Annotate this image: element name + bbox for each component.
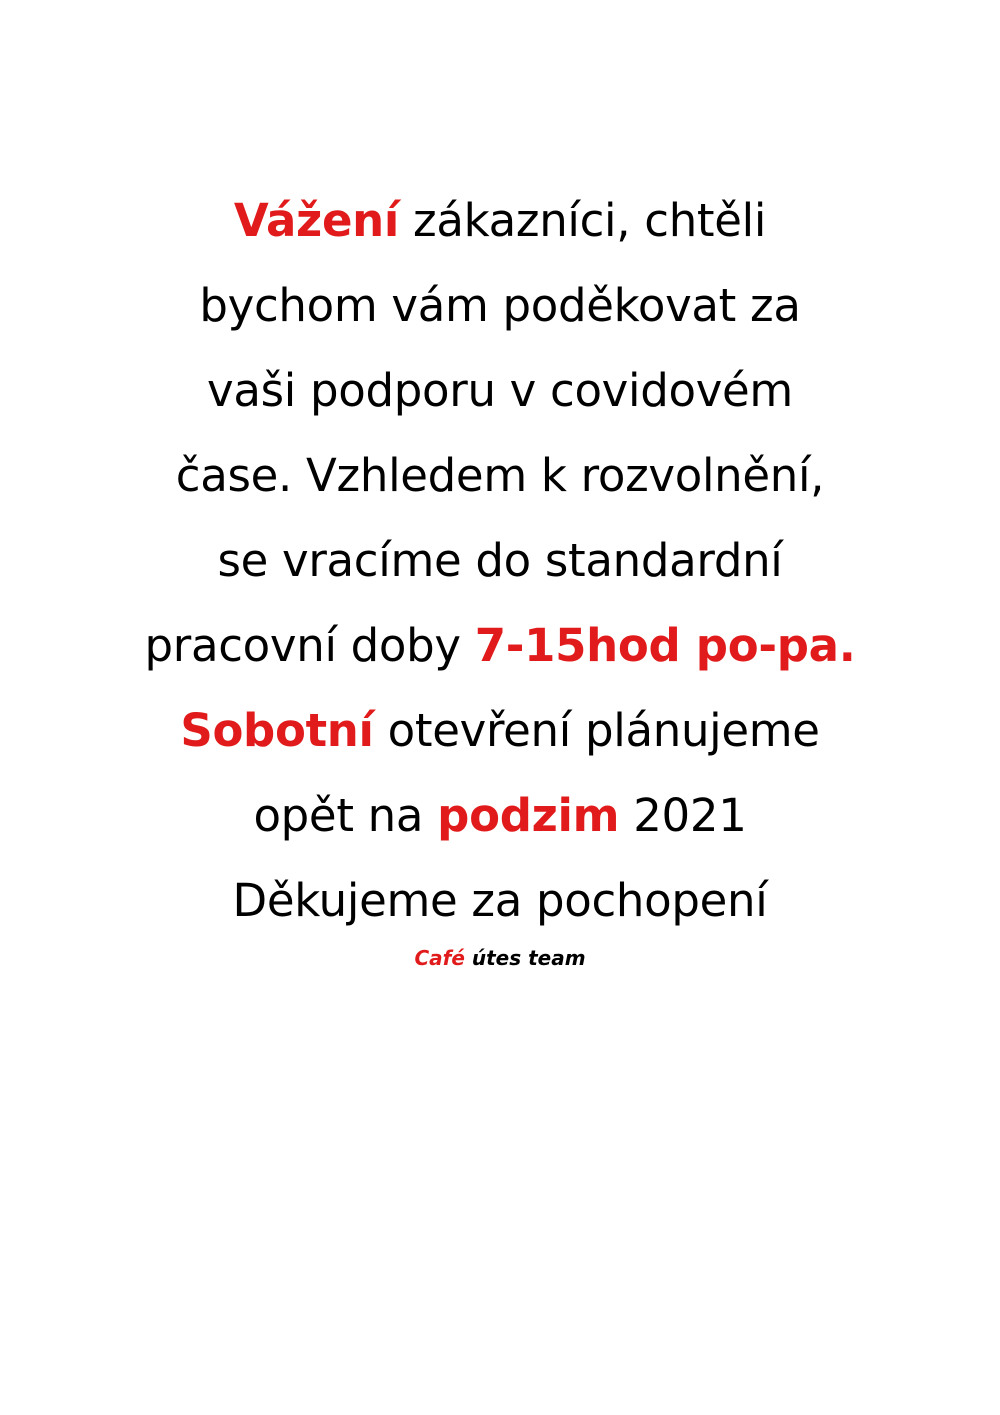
notice-line-9: Děkujeme za pochopení [232, 874, 768, 927]
notice-line-7 [0, 688, 1000, 773]
notice-line-2: bychom vám poděkovat za [199, 279, 801, 332]
year-suffix: 2021 [619, 789, 747, 842]
notice-line-1 [0, 178, 1000, 263]
notice-text [0, 178, 1000, 972]
hours-prefix: pracovní doby [144, 619, 475, 672]
autumn-prefix: opět na [253, 789, 438, 842]
notice-line-5: se vracíme do standardní [217, 534, 783, 587]
opening-hours-highlight: 7-15hod po-pa [474, 619, 839, 672]
greeting-highlight: Vážení [233, 194, 400, 247]
notice-line-8 [0, 773, 1000, 858]
notice-line-4: čase. Vzhledem k rozvolnění, [175, 449, 825, 502]
signature [0, 944, 1000, 972]
signature-brand: Café [414, 946, 465, 970]
notice-line-6 [0, 603, 1000, 688]
saturday-highlight: Sobotní [180, 704, 374, 757]
saturday-rest: otevření plánujeme [373, 704, 820, 757]
notice-line-3: vaši podporu v covidovém [207, 364, 793, 417]
hours-suffix: . [838, 619, 856, 672]
greeting-rest: zákazníci, chtěli [399, 194, 767, 247]
autumn-highlight: podzim [437, 789, 620, 842]
signature-rest: útes team [464, 946, 586, 970]
